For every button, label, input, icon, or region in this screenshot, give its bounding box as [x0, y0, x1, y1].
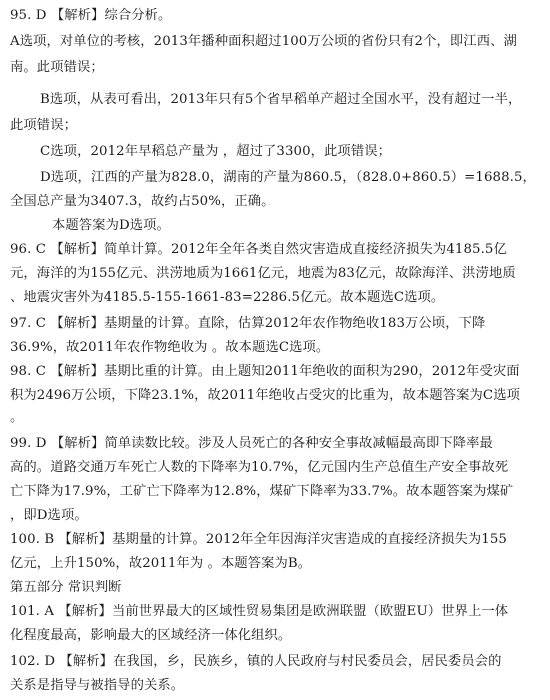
line-98-2: 积为2496万公顷，下降23.1%，故2011年绝收占受灾的比重为，故本题答案为C选项	[10, 388, 521, 403]
line-98-1: 98. C 【解析】基期比重的计算。由上题知2011年绝收的面积为290，2012年受灾面	[10, 364, 520, 379]
section-heading: 第五部分 常识判断	[10, 580, 122, 595]
line-95-answer: 本题答案为D选项。	[52, 218, 170, 233]
line-95-c1: C选项，2012年早稻总产量为 ，超过了3300，此项错误；	[40, 144, 392, 159]
line-99-1: 99. D 【解析】简单读数比较。涉及人员死亡的各种安全事故减幅最高即下降率最	[10, 436, 493, 451]
line-99-3: 亡下降为17.9%，工矿亡下降率为12.8%，煤矿下降率为33.7%。故本题答案为煤矿	[10, 484, 514, 499]
line-96-2: 元，海洋的为155亿元、洪涝地质为1661亿元，地震为83亿元，故除海洋、洪涝地质	[10, 266, 516, 281]
line-101-1: 101. A 【解析】当前世界最大的区域性贸易集团是欧洲联盟（欧盟EU）世界上一体	[10, 604, 509, 619]
line-102-1: 102. D 【解析】在我国，乡，民族乡，镇的人民政府与村民委员会，居民委员会的	[10, 654, 502, 669]
line-100-2: 亿元，上升150%，故2011年为 。本题答案为B。	[10, 556, 312, 571]
line-95-a2: 南。此项错误；	[10, 60, 104, 75]
line-99-4: ，即D选项。	[10, 508, 88, 523]
line-95-d2: 全国总产量为3407.3，故约占50%，正确。	[10, 194, 275, 209]
line-102-2: 关系是指导与被指导的关系。	[10, 678, 185, 693]
line-101-2: 化程度最高，影响最大的区域经济一体化组织。	[10, 628, 292, 643]
line-100-1: 100. B 【解析】基期量的计算。2012年全年因海洋灾害造成的直接经济损失为155	[10, 532, 507, 547]
line-95-d1: D选项，江西的产量为828.0，湖南的产量为860.5，（828.0+860.5）=1688.5，	[40, 170, 536, 185]
line-95-a1: A选项，对单位的考核，2013年播种面积超过100万公顷的省份只有2个，即江西、湖	[10, 34, 517, 49]
line-99-2: 高的。道路交通万车死亡人数的下降率为10.7%，亿元国内生产总值生产安全事故死	[10, 460, 509, 475]
line-97-2: 36.9%，故2011年农作物绝收为 。故本题选C选项。	[10, 340, 330, 355]
line-97-1: 97. C 【解析】基期量的计算。直除，估算2012年农作物绝收183万公顷，下降	[10, 316, 486, 331]
line-98-3: 。	[10, 410, 24, 425]
line-95-heading: 95. D 【解析】综合分析。	[10, 8, 172, 23]
line-95-b1: B选项，从表可看出，2013年只有5个省早稻单产超过全国水平，没有超过一半，	[40, 92, 522, 107]
line-96-1: 96. C 【解析】简单计算。2012年全年各类自然灾害造成直接经济损失为4185.5亿	[10, 242, 507, 257]
line-96-3: 、地震灾害外为4185.5-155-1661-83=2286.5亿元。故本题选C选项。	[10, 290, 445, 305]
line-95-b2: 此项错误；	[10, 118, 77, 133]
